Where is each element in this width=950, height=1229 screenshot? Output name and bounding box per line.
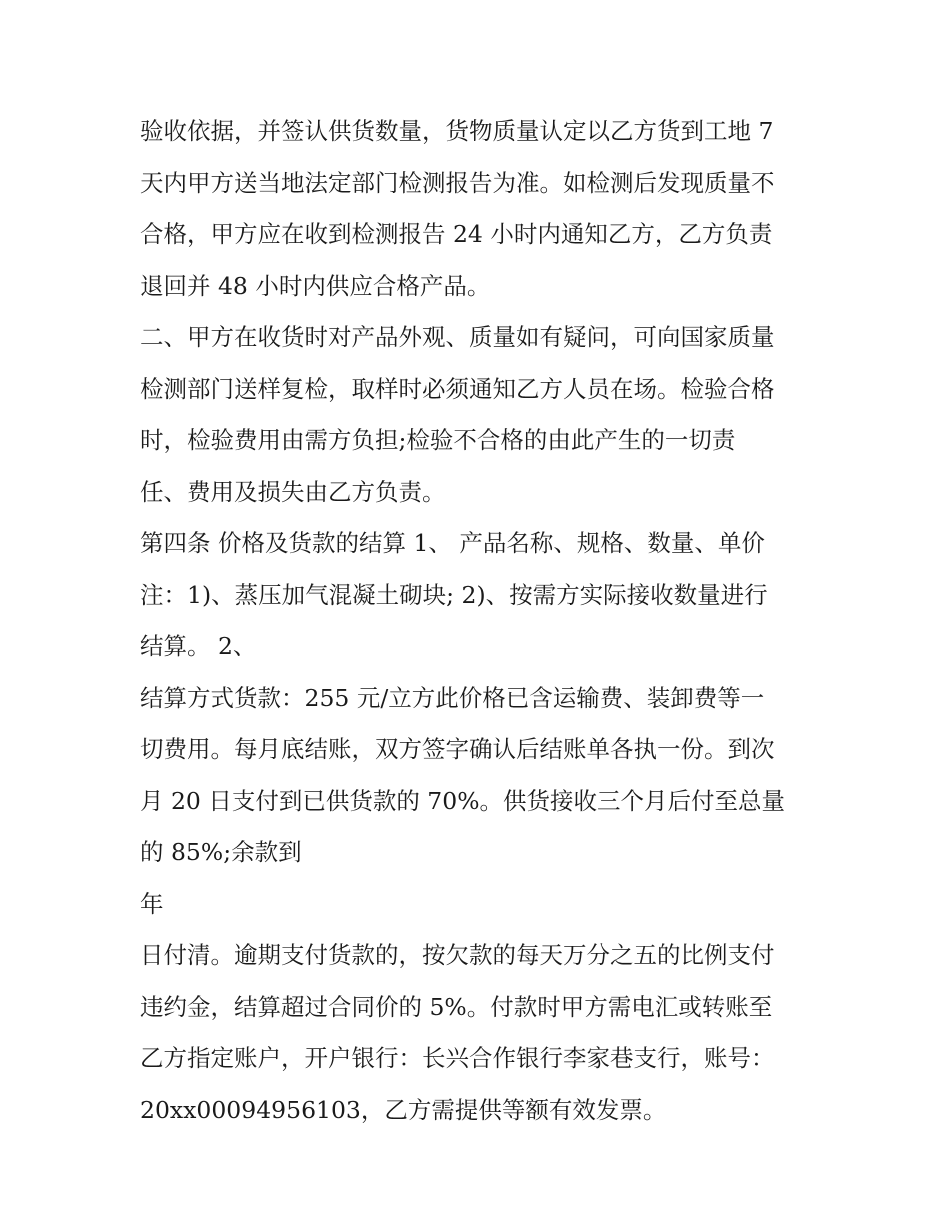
text-line: 日付清。逾期支付货款的，按欠款的每天万分之五的比例支付 xyxy=(140,941,775,969)
text-line: 结算方式货款：255 元/立方此价格已含运输费、装卸费等一 xyxy=(140,683,765,712)
text-line: 20xx00094956103，乙方需提供等额有效发票。 xyxy=(140,1095,667,1124)
text-line: 乙方指定账户，开户银行：长兴合作银行李家巷支行，账号： xyxy=(140,1044,775,1072)
text-line: 二、甲方在收货时对产品外观、质量如有疑问，可向国家质量 xyxy=(140,323,775,351)
text-line: 退回并 48 小时内供应合格产品。 xyxy=(140,271,491,300)
text-line: 注：1)、蒸压加气混凝土砌块; 2)、按需方实际接收数量进行 xyxy=(140,580,768,609)
text-line: 年 xyxy=(140,889,164,918)
text-line: 合格，甲方应在收到检测报告 24 小时内通知乙方，乙方负责 xyxy=(140,220,773,248)
text-line: 结算。 2、 xyxy=(140,632,257,660)
text-line: 月 20 日支付到已供货款的 70%。供货接收三个月后付至总量 xyxy=(140,786,786,815)
text-line: 时，检验费用由需方负担;检验不合格的由此产生的一切责 xyxy=(140,426,736,454)
text-line: 验收依据，并签认供货数量，货物质量认定以乙方货到工地 7 xyxy=(140,117,774,145)
text-line: 违约金，结算超过合同价的 5%。付款时甲方需电汇或转账至 xyxy=(140,992,773,1021)
text-line: 的 85%;余款到 xyxy=(140,838,302,866)
text-line: 天内甲方送当地法定部门检测报告为准。如检测后发现质量不 xyxy=(140,168,775,197)
text-line: 任、费用及损失由乙方负责。 xyxy=(140,477,446,506)
text-line: 第四条 价格及货款的结算 1、 产品名称、规格、数量、单价 xyxy=(140,529,765,557)
text-line: 切费用。每月底结账，双方签字确认后结账单各执一份。到次 xyxy=(140,735,775,763)
text-line: 检测部门送样复检，取样时必须通知乙方人员在场。检验合格 xyxy=(140,374,775,403)
contract-body-text xyxy=(140,106,820,1136)
